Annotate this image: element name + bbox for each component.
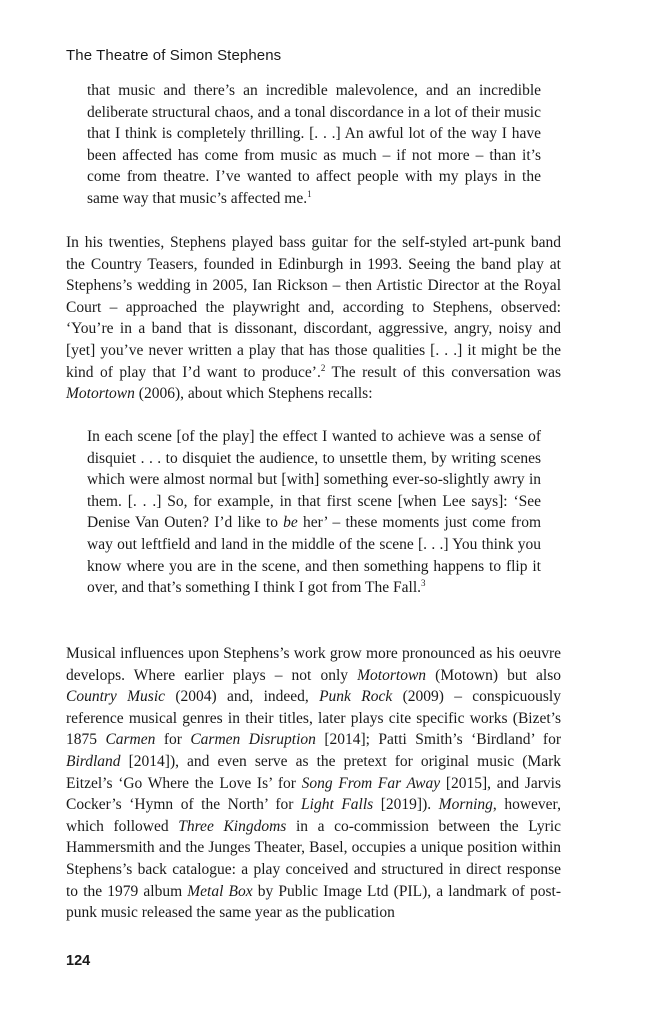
paragraph-text: in a co-commission between the Lyric Hammersmith and the Junges Theater, Basel, occupies a unique position within Stephens’s back catalogue: a play conceived and structured in direct response to the 1979 album: [66, 817, 561, 900]
play-title: Birdland: [66, 752, 121, 770]
work-title: Carmen: [105, 731, 156, 749]
paragraph-text: (Motown) but also: [426, 666, 561, 684]
play-title: Carmen Disruption: [190, 731, 316, 749]
quote-text: In each scene [of the play] the effect I wanted to achieve was a sense of disquiet . . . to disquiet the audience, to unsettle them, by writing scenes which were almost normal but [with] something ever-so-slightly awry in them. [. . .] So, for example, in that first scene [when Lee says]: ‘See Denise Van Outen? I’d like to: [87, 428, 541, 532]
block-quote: [87, 80, 541, 210]
paragraph-text: , however, which followed: [66, 796, 561, 835]
play-title: Motortown: [357, 666, 427, 684]
quote-text: that music and there’s an incredible malevolence, and an incredible deliberate structural chaos, and a tonal discordance in a lot of their music that I think is completely thrilling. [. . .] An awful lot of the way I have been affected has come from music as much – if not more – than it’s come from theatre. I’ve wanted to affect people with my plays in the same way that music’s affected me.: [87, 82, 541, 207]
page-number: 124: [66, 953, 91, 969]
paragraph-text: [2019]).: [373, 796, 439, 814]
play-title: Light Falls: [301, 796, 374, 814]
paragraph-text: [2014]), and even serve as the pretext for original music (Mark Eitzel’s ‘Go Where the Love Is’ for: [66, 752, 561, 792]
footnote-marker: 1: [307, 188, 312, 199]
play-title: Song From Far Away: [301, 774, 441, 792]
paragraph-text: (2006), about which Stephens recalls:: [134, 385, 373, 403]
block-quote: [87, 426, 541, 599]
paragraph-text: The result of this conversation was: [325, 363, 561, 381]
paragraph-text: [2015], and Jarvis Cocker’s ‘Hymn of the North’ for: [66, 774, 561, 814]
play-title: Morning: [438, 796, 493, 814]
paragraph-text: (2004) and, indeed,: [165, 688, 320, 706]
paragraph-text: In his twenties, Stephens played bass guitar for the self-styled art-punk band the Country Teasers, founded in Edinburgh in 1993. Seeing the band play at Stephens’s wedding in 2005, Ian Rickson – then Artistic Director at the Royal Court – approached the playwright and, according to Stephens, observed: ‘You’re in a band that is dissonant, discordant, aggressive, angry, noisy and [yet] you’ve never written a play that has those qualities [. . .] it might be the kind of play that I’d want to produce’.: [66, 234, 561, 381]
play-title: Punk Rock: [319, 688, 393, 706]
play-title: Country Music: [66, 688, 166, 706]
emphasis: be: [283, 514, 298, 532]
body-paragraph: [66, 232, 561, 405]
play-title: Motortown: [66, 385, 135, 403]
paragraph-text: [2014]; Patti Smith’s ‘Birdland’ for: [315, 731, 562, 749]
quote-text: her’ – these moments just come from way out leftfield and land in the middle of the scene [. . .] You think you know where you are in the scene, and then something happens to flip it over, and that’s something I think I got from The Fall.: [87, 514, 541, 597]
play-title: Three Kingdoms: [178, 817, 287, 835]
footnote-marker: 2: [320, 362, 326, 373]
paragraph-text: by Public Image Ltd (PIL), a landmark of post-punk music released the same year as the publication: [66, 882, 561, 922]
body-paragraph: [66, 643, 561, 924]
paragraph-text: Musical influences upon Stephens’s work grow more pronounced as his oeuvre develops. Where earlier plays – not only: [66, 645, 561, 684]
paragraph-text: for: [155, 731, 191, 749]
running-head: The Theatre of Simon Stephens: [66, 47, 282, 64]
paragraph-text: (2009) – conspicuously reference musical genres in their titles, later plays cite specific works (Bizet’s 1875: [66, 688, 561, 749]
footnote-marker: 3: [421, 578, 426, 588]
album-title: Metal Box: [187, 882, 253, 900]
